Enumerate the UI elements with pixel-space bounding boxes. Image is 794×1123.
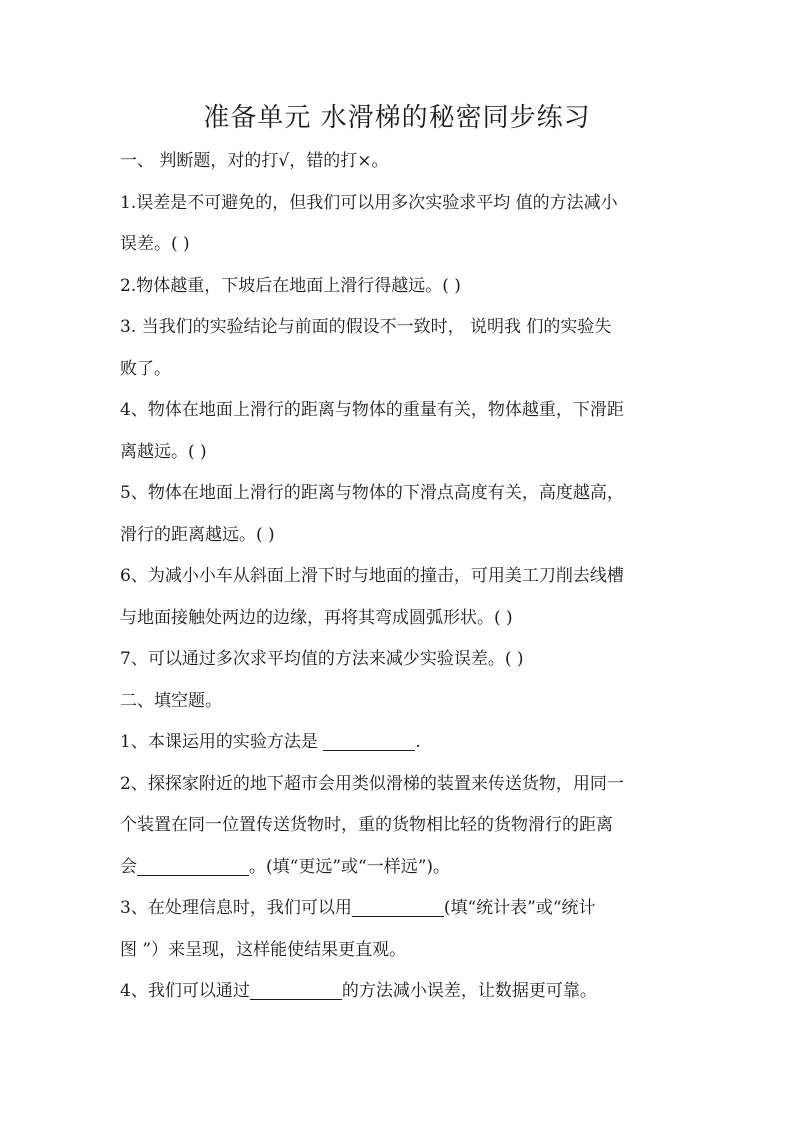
question-6-line-1: 6、为减小小车从斜面上滑下时与地面的撞击，可用美工刀削去线槽 xyxy=(120,566,624,586)
fill-1 xyxy=(120,722,680,764)
fill-3-text-a: 3、在处理信息时，我们可以用 xyxy=(120,898,352,918)
question-4-line-2: 离越远。( ) xyxy=(120,441,207,462)
question-6-line-2: 与地面接触处两边的边缘，再将其弯成圆弧形状。( ) xyxy=(120,607,513,628)
fill-3-line-1 xyxy=(120,888,680,930)
question-7: 7、可以通过多次求平均值的方法来减少实验误差。( ) xyxy=(120,649,524,669)
question-1-line-2: 误差。( ) xyxy=(120,234,190,254)
question-4-line-1: 4、物体在地面上滑行的距离与物体的重量有关，物体越重，下滑距 xyxy=(120,400,624,420)
question-1-line-1: 1.误差是不可避免的，但我们可以用多次实验求平均 值的方法减小 xyxy=(120,192,618,213)
fill-2-blank[interactable] xyxy=(137,853,249,876)
fill-4-text-a: 4、我们可以通过 xyxy=(120,981,250,1001)
question-3-line-1: 3. 当我们的实验结论与前面的假设不一致时， 说明我 们的实验失 xyxy=(120,317,612,337)
fill-2-text-a: 会 xyxy=(120,856,137,877)
section-heading-fill-blank: 二、填空题。 xyxy=(120,690,222,711)
fill-2-line-3 xyxy=(120,847,680,889)
fill-1-blank[interactable] xyxy=(323,728,415,751)
fill-2-text-b: 。(填“更远”或“一样远”)。 xyxy=(249,856,451,877)
question-5-line-1: 5、物体在地面上滑行的距离与物体的下滑点高度有关，高度越高， xyxy=(120,483,624,503)
page-title: 准备单元 水滑梯的秘密同步练习 xyxy=(203,103,591,133)
section-heading-true-false: 一、 判断题，对的打√，错的打×。 xyxy=(120,151,389,171)
fill-3-blank[interactable] xyxy=(352,894,444,917)
worksheet-body xyxy=(120,141,680,1013)
question-5-line-2: 滑行的距离越远。( ) xyxy=(120,524,275,545)
fill-3-line-2: 图 ”）来呈现，这样能使结果更直观。 xyxy=(120,939,407,960)
fill-4-text-b: 的方法减小误差，让数据更可靠。 xyxy=(341,981,597,1001)
fill-2-line-1: 2、探探家附近的地下超市会用类似滑梯的装置来传送货物，用同一 xyxy=(120,773,624,794)
fill-1-end: . xyxy=(415,732,421,752)
fill-2-line-2: 个装置在同一位置传送货物时，重的货物相比轻的货物滑行的距离 xyxy=(120,815,613,835)
fill-4-blank[interactable] xyxy=(250,977,342,1000)
fill-4 xyxy=(120,971,680,1013)
fill-1-text: 1、本课运用的实验方法是 xyxy=(120,732,324,752)
question-2: 2.物体越重，下坡后在地面上滑行得越远。( ) xyxy=(120,275,461,296)
fill-3-text-b: (填“统计表”或“统计 xyxy=(443,898,596,918)
question-3-line-2: 败了。 xyxy=(120,358,171,379)
